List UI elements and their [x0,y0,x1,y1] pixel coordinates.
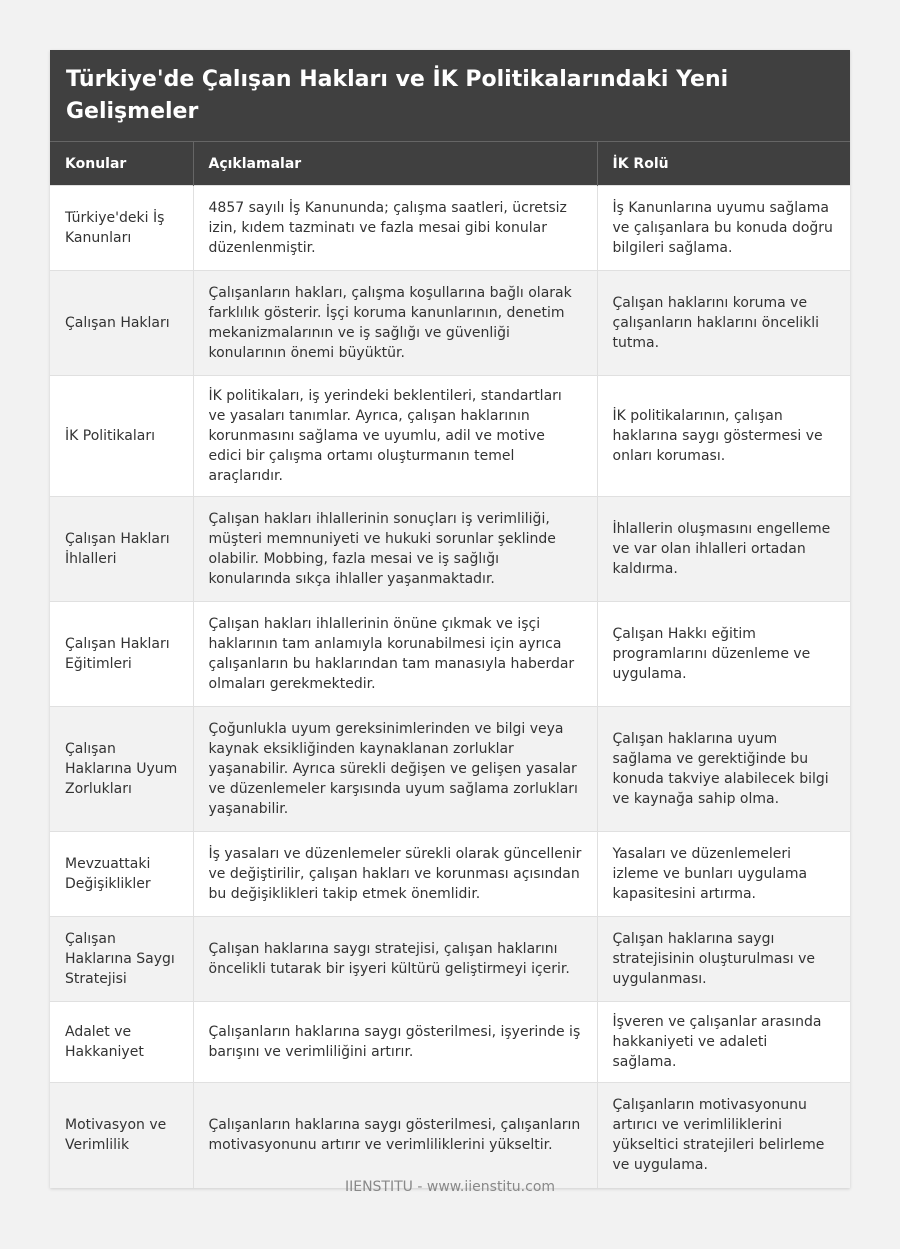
title-bar [50,50,850,141]
cell-hr-role: İhlallerin oluşmasını engelleme ve var olan ihlalleri ortadan kaldırma. [597,497,850,602]
table-row [50,1002,850,1083]
table-row [50,497,850,602]
table-header-row [50,142,850,186]
table-row [50,1083,850,1188]
cell-description: İK politikaları, iş yerindeki beklentileri, standartları ve yasaları tanımlar. Ayrıca, çalışan haklarının korunmasını sağlama ve uyumlu, adil ve motive edici bir çalışma ortamı oluşturmanın temel araçlarıdır. [193,376,597,497]
table-row [50,602,850,707]
cell-hr-role: Yasaları ve düzenlemeleri izleme ve bunları uygulama kapasitesini artırma. [597,832,850,917]
cell-topic: Çalışan Hakları [50,271,193,376]
cell-description: Çalışanların haklarına saygı gösterilmesi, çalışanların motivasyonunu artırır ve verimliliklerini yükseltir. [193,1083,597,1188]
column-header-descriptions: Açıklamalar [193,142,597,186]
cell-description: Çoğunlukla uyum gereksinimlerinden ve bilgi veya kaynak eksikliğinden kaynaklanan zorluklar yaşanabilir. Ayrıca sürekli değişen ve gelişen yasalar ve düzenlemeler karşısında uyum sağlama zorlukları yaşanabilir. [193,707,597,832]
cell-topic: Çalışan Hakları İhlalleri [50,497,193,602]
rights-table [50,141,850,1188]
cell-hr-role: İşveren ve çalışanlar arasında hakkaniyeti ve adaleti sağlama. [597,1002,850,1083]
cell-hr-role: Çalışan haklarına saygı stratejisinin oluşturulması ve uygulanması. [597,917,850,1002]
table-row [50,376,850,497]
cell-topic: Çalışan Hakları Eğitimleri [50,602,193,707]
table-row [50,917,850,1002]
cell-topic: Adalet ve Hakkaniyet [50,1002,193,1083]
cell-topic: Çalışan Haklarına Uyum Zorlukları [50,707,193,832]
table-row [50,832,850,917]
cell-topic: Motivasyon ve Verimlilik [50,1083,193,1188]
table-row [50,271,850,376]
column-header-topics: Konular [50,142,193,186]
cell-hr-role: Çalışan Hakkı eğitim programlarını düzenleme ve uygulama. [597,602,850,707]
footer-credit: IIENSTITU - www.iienstitu.com [344,1179,556,1195]
table-row [50,707,850,832]
cell-description: Çalışan hakları ihlallerinin önüne çıkmak ve işçi haklarının tam anlamıyla korunabilmesi için ayrıca çalışanların bu haklarından tam manasıyla haberdar olmaları gerekmektedir. [193,602,597,707]
column-header-hr-role: İK Rolü [597,142,850,186]
cell-description: Çalışanların haklarına saygı gösterilmesi, işyerinde iş barışını ve verimliliğini artırır. [193,1002,597,1083]
cell-description: İş yasaları ve düzenlemeler sürekli olarak güncellenir ve değiştirilir, çalışan hakları ve korunması açısından bu değişiklikleri takip etmek önemlidir. [193,832,597,917]
cell-topic: İK Politikaları [50,376,193,497]
table-row [50,186,850,271]
cell-description: Çalışanların hakları, çalışma koşullarına bağlı olarak farklılık gösterir. İşçi koruma kanunlarının, denetim mekanizmalarının ve iş sağlığı ve güvenliği konularının önemi büyüktür. [193,271,597,376]
cell-hr-role: İş Kanunlarına uyumu sağlama ve çalışanlara bu konuda doğru bilgileri sağlama. [597,186,850,271]
cell-hr-role: Çalışanların motivasyonunu artırıcı ve verimliliklerini yükseltici stratejileri belirleme ve uygulama. [597,1083,850,1188]
cell-topic: Çalışan Haklarına Saygı Stratejisi [50,917,193,1002]
cell-topic: Türkiye'deki İş Kanunları [50,186,193,271]
cell-topic: Mevzuattaki Değişiklikler [50,832,193,917]
cell-description: 4857 sayılı İş Kanununda; çalışma saatleri, ücretsiz izin, kıdem tazminatı ve fazla mesai gibi konular düzenlenmiştir. [193,186,597,271]
cell-description: Çalışan hakları ihlallerinin sonuçları iş verimliliği, müşteri memnuniyeti ve hukuki sorunlar şeklinde olabilir. Mobbing, fazla mesai ve iş sağlığı konularında sıkça ihlaller yaşanmaktadır. [193,497,597,602]
cell-hr-role: İK politikalarının, çalışan haklarına saygı göstermesi ve onları koruması. [597,376,850,497]
page-title: Türkiye'de Çalışan Hakları ve İK Politikalarındaki Yeni Gelişmeler [66,67,729,124]
cell-description: Çalışan haklarına saygı stratejisi, çalışan haklarını öncelikli tutarak bir işyeri kültürü geliştirmeyi içerir. [193,917,597,1002]
content-card [50,50,850,1188]
cell-hr-role: Çalışan haklarını koruma ve çalışanların haklarını öncelikli tutma. [597,271,850,376]
cell-hr-role: Çalışan haklarına uyum sağlama ve gerektiğinde bu konuda takviye alabilecek bilgi ve kaynağa sahip olma. [597,707,850,832]
